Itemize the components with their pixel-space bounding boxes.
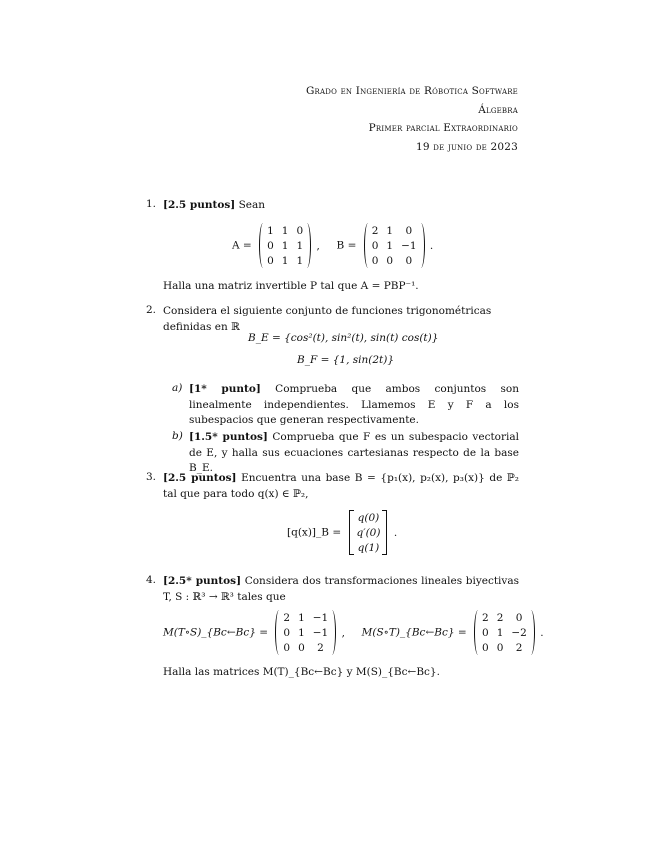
part-b-text: Comprueba que F es un subespacio vectorial de E, y halla sus ecuaciones cartesianas respecto de la base B_E. xyxy=(189,431,519,474)
matrix-TS-table xyxy=(279,610,332,655)
matrix-entry: 1 xyxy=(386,224,394,237)
problem-3-number: 3. xyxy=(146,471,157,483)
matrix-B-table xyxy=(368,223,421,268)
part-a-label: a) xyxy=(172,382,183,394)
exam-date: 19 de junio de 2023 xyxy=(415,141,518,153)
problem-3-text: Encuentra una base B = {p₁(x), p₂(x), p₃(x)} de ℙ₂ tal que para todo q(x) ∈ ℙ₂, xyxy=(163,472,519,500)
matrix-entry: −2 xyxy=(511,626,527,639)
vector-entry: q(0) xyxy=(357,511,380,524)
problem-3-points: [2.5 puntos] xyxy=(163,472,237,484)
matrix-row xyxy=(263,238,307,253)
part-b-points: [1.5* puntos] xyxy=(189,431,268,443)
matrix-row xyxy=(368,238,421,253)
matrix-entry: 0 xyxy=(267,254,274,267)
matrix-A xyxy=(263,223,307,268)
problem-4-number: 4. xyxy=(146,574,157,586)
matrix-row xyxy=(279,610,332,625)
matrix-entry: 0 xyxy=(482,641,489,654)
matrix-row xyxy=(368,253,421,268)
equation-BE: B_E = {cos²(t), sin²(t), sin(t) cos(t)} xyxy=(248,332,439,344)
coordinate-vector-table xyxy=(352,510,384,555)
problem-1-closing: Halla una matriz invertible P tal que A = PBP⁻¹. xyxy=(163,280,419,292)
matrix-entry: 0 xyxy=(482,626,489,639)
matrix-entry: 1 xyxy=(298,626,305,639)
matrix-entry: 1 xyxy=(386,239,394,252)
matrix-entry: 1 xyxy=(296,239,304,252)
matrix-entry: 0 xyxy=(371,239,379,252)
matrix-entry: 2 xyxy=(371,224,379,237)
problem-3-vector-equation: [q(x)]_B = q(0) q′(0) q(1) . xyxy=(287,511,398,554)
problem-1-points: [2.5 puntos] xyxy=(163,199,236,211)
matrix-row xyxy=(279,640,332,655)
problem-3 xyxy=(163,471,519,502)
problem-1-intro xyxy=(163,198,519,214)
matrix-row xyxy=(478,610,531,625)
matrix-B xyxy=(368,223,421,268)
matrix-entry: 1 xyxy=(296,254,304,267)
matrix-entry: 1 xyxy=(496,626,504,639)
part-b-label: b) xyxy=(172,430,183,442)
problem-2-intro: Considera el siguiente conjunto de funciones trigonométricas definidas en ℝ xyxy=(163,305,492,333)
matrix-entry: 0 xyxy=(405,254,413,267)
problem-4-lhs1: M(T∘S)_{Bc←Bc} = xyxy=(163,626,269,639)
problem-2-number: 2. xyxy=(146,304,157,316)
matrix-entry: 2 xyxy=(515,641,523,654)
degree-title: Grado en Ingeniería de Róbotica Software xyxy=(305,85,518,97)
matrix-entry: −1 xyxy=(312,626,329,639)
matrix-entry: 2 xyxy=(496,611,504,624)
part-a-text: Comprueba que ambos conjuntos son linealmente independientes. Llamemos E y F a los subespacios que generan respectivamente. xyxy=(189,383,519,426)
matrix-entry: 1 xyxy=(267,224,274,237)
matrix-entry: 1 xyxy=(281,224,289,237)
matrix-entry: 1 xyxy=(281,254,289,267)
matrix-entry: 1 xyxy=(298,611,305,624)
matrix-ST xyxy=(478,610,531,655)
matrix-entry: −1 xyxy=(312,611,329,624)
problem-4-lhs2: M(S∘T)_{Bc←Bc} = xyxy=(361,626,467,639)
matrix-entry: 0 xyxy=(515,611,523,624)
equation-BF: B_F = {1, sin(2t)} xyxy=(297,354,395,366)
matrix-entry: 0 xyxy=(267,239,274,252)
problem-4-matrices: M(T∘S)_{Bc←Bc} = 2 1 −1 0 1 −1 0 0 2 , M(S∘T)_{Bc←Bc} = 2 2 0 0 1 −2 0 0 2 . xyxy=(163,611,544,654)
matrix-entry: 2 xyxy=(317,641,324,654)
subject-title: Álgebra xyxy=(478,104,518,116)
matrix-entry: 2 xyxy=(283,611,291,624)
problem-4-points: [2.5* puntos] xyxy=(163,575,242,587)
matrix-ST-table xyxy=(478,610,531,655)
label-A: A = xyxy=(232,239,252,252)
matrix-entry: 0 xyxy=(283,641,291,654)
matrix-row xyxy=(478,625,531,640)
matrix-A-table xyxy=(263,223,307,268)
problem-4 xyxy=(163,574,519,605)
matrix-entry: 0 xyxy=(296,224,304,237)
label-B: B = xyxy=(336,239,357,252)
matrix-row xyxy=(263,253,307,268)
part-a xyxy=(189,382,519,429)
matrix-row xyxy=(478,640,531,655)
problem-3-lhs: [q(x)]_B = xyxy=(287,526,342,539)
matrix-TS xyxy=(279,610,332,655)
matrix-entry: 0 xyxy=(386,254,394,267)
part-b xyxy=(189,430,519,477)
matrix-entry: 0 xyxy=(371,254,379,267)
part-a-points: [1* punto] xyxy=(189,383,261,395)
matrix-entry: 0 xyxy=(496,641,504,654)
vector-entry: q′(0) xyxy=(356,526,381,539)
matrix-entry: 0 xyxy=(298,641,305,654)
vector-row xyxy=(352,525,384,540)
matrix-row xyxy=(368,223,421,238)
matrix-row xyxy=(279,625,332,640)
exam-title: Primer parcial Extraordinario xyxy=(368,122,518,134)
matrix-entry: −1 xyxy=(401,239,417,252)
vector-row xyxy=(352,510,384,525)
matrix-row xyxy=(263,223,307,238)
problem-1-number: 1. xyxy=(146,198,157,210)
problem-4-text: Considera dos transformaciones lineales biyectivas T, S : ℝ³ → ℝ³ tales que xyxy=(163,575,519,603)
vector-row xyxy=(352,540,384,555)
problem-1-matrices: A = 1 1 0 0 1 1 0 1 1 , B = 2 1 0 0 1 −1 0 0 0 . xyxy=(232,224,434,267)
problem-1-intro-text: Sean xyxy=(238,199,266,211)
matrix-entry: 0 xyxy=(405,224,413,237)
coordinate-vector xyxy=(352,510,384,555)
matrix-entry: 1 xyxy=(281,239,289,252)
matrix-entry: 0 xyxy=(283,626,291,639)
matrix-entry: 2 xyxy=(482,611,489,624)
problem-4-closing: Halla las matrices M(T)_{Bc←Bc} y M(S)_{Bc←Bc}. xyxy=(163,666,440,678)
vector-entry: q(1) xyxy=(357,541,380,554)
